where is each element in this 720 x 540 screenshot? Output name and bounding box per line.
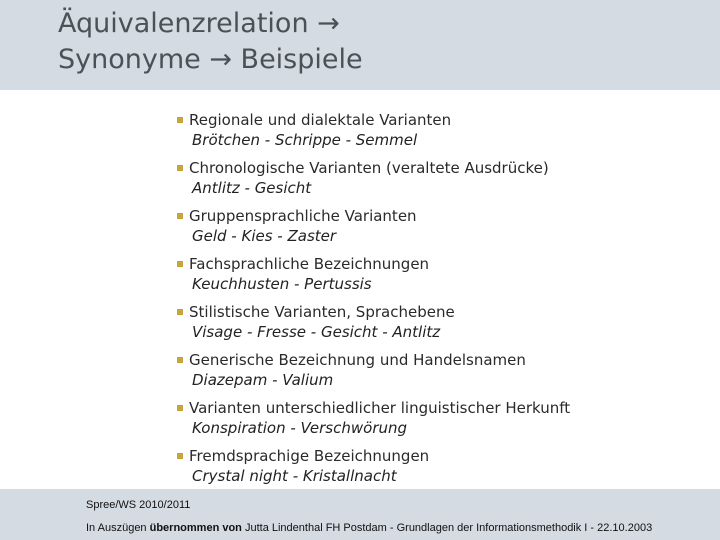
footer-source-suffix: Jutta Lindenthal FH Postdam - Grundlagen der Informationsmethodik I - 22.10.2003 (241, 522, 653, 534)
item-heading: Fremdsprachige Bezeichnungen (189, 447, 430, 465)
title-line-1: Äquivalenzrelation → (58, 8, 340, 39)
item-heading: Varianten unterschiedlicher linguistischer Herkunft (189, 399, 571, 417)
item-heading: Regionale und dialektale Varianten (189, 111, 452, 129)
item-heading: Stilistische Varianten, Sprachebene (189, 303, 455, 321)
list-item (177, 302, 697, 350)
item-heading: Gruppensprachliche Varianten (189, 207, 417, 225)
square-bullet-icon (177, 117, 183, 123)
footer-source (86, 522, 652, 534)
slide-title (58, 6, 363, 78)
list-item (177, 350, 697, 398)
list-item (177, 446, 697, 494)
square-bullet-icon (177, 453, 183, 459)
item-heading: Generische Bezeichnung und Handelsnamen (189, 351, 526, 369)
square-bullet-icon (177, 405, 183, 411)
bullet-list (177, 110, 697, 494)
footer-bar (0, 489, 720, 540)
list-item (177, 398, 697, 446)
square-bullet-icon (177, 165, 183, 171)
square-bullet-icon (177, 309, 183, 315)
square-bullet-icon (177, 357, 183, 363)
item-heading: Fachsprachliche Bezeichnungen (189, 255, 430, 273)
list-item (177, 158, 697, 206)
list-item (177, 110, 697, 158)
item-example: Keuchhusten - Pertussis (192, 275, 372, 293)
title-banner (0, 0, 720, 90)
item-example: Diazepam - Valium (192, 371, 334, 389)
title-line-2: Synonyme → Beispiele (58, 44, 363, 75)
item-example: Antlitz - Gesicht (192, 179, 312, 197)
item-example: Geld - Kies - Zaster (192, 227, 337, 245)
item-example: Crystal night - Kristallnacht (192, 467, 397, 485)
footer-source-bold: übernommen von (149, 522, 242, 534)
item-example: Visage - Fresse - Gesicht - Antlitz (192, 323, 441, 341)
footer-course: Spree/WS 2010/2011 (86, 499, 191, 511)
list-item (177, 206, 697, 254)
square-bullet-icon (177, 213, 183, 219)
list-item (177, 254, 697, 302)
item-example: Brötchen - Schrippe - Semmel (192, 131, 418, 149)
footer-source-prefix: In Auszügen (86, 522, 150, 534)
square-bullet-icon (177, 261, 183, 267)
item-example: Konspiration - Verschwörung (192, 419, 408, 437)
item-heading: Chronologische Varianten (veraltete Ausdrücke) (189, 159, 549, 177)
